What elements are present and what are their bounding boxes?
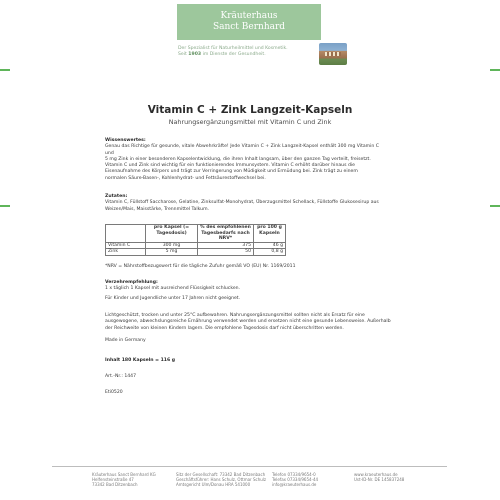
table-header-cell	[106, 225, 146, 243]
section-verzehrempfehlung	[105, 280, 405, 293]
footer-text: Geschäftsführer: Hans Schulz, Ottmar Schulz	[176, 477, 266, 483]
slogan-suffix: im Dienste der Gesundheit.	[202, 52, 266, 57]
origin: Made in Germany	[105, 338, 146, 343]
product-subtitle: Nahrungsergänzungsmittel mit Vitamin C und Zink	[168, 118, 332, 126]
table-footnote: *NRV = Nährstoffbezugswert für die tägliche Zufuhr gemäß VO (EU) Nr. 1169/2011	[105, 264, 296, 269]
wissen-line: 5 mg Zink in einer besonderen Kapselentwicklung, die ihren Inhalt langsam, über den ganzen Tag verteilt, freisetzt.	[105, 156, 371, 162]
table-header-row	[106, 225, 286, 243]
product-title: Vitamin C + Zink Langzeit-Kapseln	[147, 104, 353, 116]
footer-website-link[interactable]: www.kraeuterhaus.de	[354, 472, 398, 477]
wissen-line: Vitamin C und Zink sind wichtig für ein funktionierendes Immunsystem. Vitamin C erhöht darüber hinaus die	[105, 163, 355, 169]
footer-text: Sitz der Gesellschaft: 73342 Bad Ditzenbach	[176, 472, 266, 477]
footer-text: Telefax 07334/9654-44	[272, 477, 319, 483]
monastery-building-image	[319, 43, 347, 65]
logo-line-2: Sanct Bernhard	[212, 22, 286, 32]
wissen-heading: Wissenswertes:	[105, 138, 146, 143]
nutrient-name: Zink	[106, 249, 146, 256]
nutrient-nrv: 375	[198, 242, 254, 249]
footer-text: Ust-ID-Nr. DE 145837248	[354, 477, 405, 483]
table-row	[106, 249, 286, 256]
article-number: Art.-Nr.: 1447	[105, 374, 137, 379]
fold-marker-right-top	[490, 69, 500, 71]
package-content: Inhalt 180 Kapseln = 116 g	[105, 358, 176, 363]
nutrient-name: Vitamin C	[106, 242, 146, 249]
table-header-cell: pro 100 g Kapseln	[254, 225, 286, 243]
slogan-year: 1903	[188, 52, 202, 57]
zutaten-line: Vitamin C, Füllstoff Saccharose, Gelatine, Zinksulfat-Monohydrat, Überzugsmittel Schellack, Füllstoffe Glukosesirup aus	[105, 200, 379, 206]
fold-marker-right-middle	[490, 205, 500, 207]
children-warning: Für Kinder und Jugendliche unter 17 Jahren nicht geeignet.	[105, 296, 241, 301]
brand-logo	[177, 4, 321, 40]
footer-text: 73342 Bad Ditzenbach	[92, 482, 138, 488]
slogan-line-2	[178, 52, 318, 58]
hinweis-line: der Reichweite von kleinen Kindern lagern. Die empfohlene Tagesdosis darf nicht überschritten werden.	[105, 325, 344, 331]
verzehr-heading: Verzehrempfehlung:	[105, 280, 158, 285]
hinweis-line: ausgewogene, abwechslungsreiche Ernährung verwendet werden und ersetzen nicht eine gesunde Lebensweise. Außerhalb	[105, 319, 391, 325]
nutrient-per-100g: 46 g	[254, 242, 286, 249]
footer-text: Amtsgericht Ulm/Donau HRA 541000	[176, 482, 251, 488]
slogan-prefix: Seit	[178, 52, 187, 57]
footer-email-link[interactable]: info@kraeuterhaus.de	[272, 482, 317, 488]
hinweis-line: Lichtgeschützt, trocken und unter 25°C aufbewahren. Nahrungsergänzungsmittel sollten nicht als Ersatz für eine	[105, 313, 365, 318]
nutrient-per-capsule: 5 mg	[146, 249, 198, 256]
zutaten-line: Weizen/Mais, Maisstärke, Trennmittel Talkum.	[105, 206, 210, 212]
logo-line-1: Kräuterhaus	[220, 11, 278, 21]
zutaten-heading: Zutaten:	[105, 194, 128, 199]
verzehr-line: 1 x täglich 1 Kapsel mit ausreichend Flüssigkeit schlucken.	[105, 286, 241, 292]
table-header-cell: % des empfohlenen Tagesbedarfs nach NRV*	[198, 225, 254, 243]
nutrient-per-100g: 0,8 g	[254, 249, 286, 256]
footer-text: Telefon 07334/9654-0	[272, 472, 316, 477]
fold-marker-left-middle	[0, 205, 10, 207]
section-wissenswertes	[105, 138, 405, 182]
footer-text: Helfensteinstraße 47	[92, 477, 134, 483]
brand-slogan	[178, 46, 318, 58]
label-code: Eti0520	[105, 390, 123, 395]
fold-marker-left-top	[0, 69, 10, 71]
nutrient-per-capsule: 300 mg	[146, 242, 198, 249]
wissen-line: und	[105, 150, 114, 156]
footer-legal	[176, 472, 266, 488]
section-zutaten	[105, 194, 405, 213]
nutrient-nrv: 50	[198, 249, 254, 256]
wissen-line: normalen Säure-Basen-, Kohlenhydrat- und Fettsäurestoffwechsel bei.	[105, 175, 266, 181]
footer-company	[92, 472, 156, 488]
footer-contact	[272, 472, 318, 488]
section-hinweise	[105, 313, 405, 332]
table-row	[106, 242, 286, 249]
table-header-cell: pro Kapsel (= Tagesdosis)	[146, 225, 198, 243]
footer-divider	[52, 466, 447, 467]
wissen-line: Eisenaufnahme des Körpers und trägt zur Verringerung von Müdigkeit und Ermüdung bei. Zink trägt zu einem	[105, 169, 358, 175]
slogan-line-1: Der Spezialist für Naturheilmittel und Kosmetik.	[178, 46, 288, 51]
wissen-line: Genau das Richtige für gesunde, vitale Abwehrkräfte! Jede Vitamin C + Zink Langzeit-Kapsel enthält 300 mg Vitamin C	[105, 144, 380, 150]
nutrition-table	[105, 224, 286, 256]
footer-web	[354, 472, 404, 482]
footer-text: Kräuterhaus Sanct Bernhard KG	[92, 472, 156, 477]
